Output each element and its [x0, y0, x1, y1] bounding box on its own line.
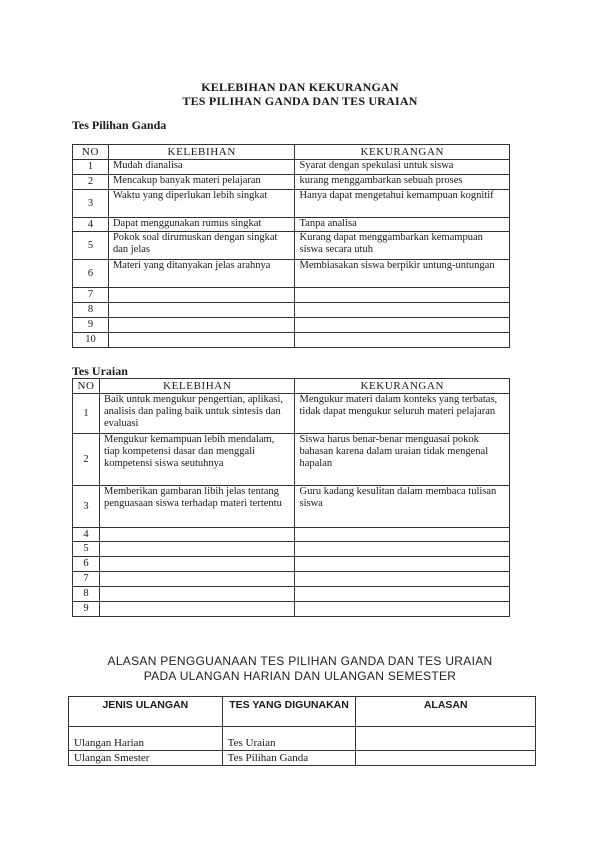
cell-kekurangan	[295, 602, 510, 617]
cell-kekurangan	[295, 333, 510, 348]
table-row	[73, 572, 510, 587]
table-row	[73, 260, 510, 288]
cell-kekurangan: Siswa harus benar-benar menguasai pokok bahasan karena dalam uraian tidak mengenal hapalan	[295, 434, 510, 486]
cell-kelebihan	[108, 318, 295, 333]
table-row	[73, 333, 510, 348]
table-row	[73, 303, 510, 318]
table-row	[69, 727, 536, 751]
cell-no: 6	[73, 260, 109, 288]
header-no: NO	[73, 379, 100, 394]
document-title	[0, 80, 600, 108]
cell-kelebihan	[99, 572, 295, 587]
cell-kekurangan: Kurang dapat menggambarkan kemampuan siswa secara utuh	[295, 232, 510, 260]
cell-no: 1	[73, 394, 100, 434]
header-kelebihan: KELEBIHAN	[108, 145, 295, 160]
header-no: NO	[73, 145, 109, 160]
cell-no: 7	[73, 288, 109, 303]
cell-kelebihan: Dapat menggunakan rumus singkat	[108, 218, 295, 232]
table-header-row	[69, 697, 536, 727]
cell-kekurangan	[295, 528, 510, 542]
cell-kelebihan: Memberikan gambaran libih jelas tentang penguasaan siswa terhadap materi tertentu	[99, 486, 295, 528]
header-kelebihan: KELEBIHAN	[99, 379, 295, 394]
table-row	[73, 602, 510, 617]
header-tes-yang-digunakan: TES YANG DIGUNAKAN	[222, 697, 356, 727]
uraian-table	[72, 378, 510, 617]
cell-kelebihan: Pokok soal dirumuskan dengan singkat dan jelas	[108, 232, 295, 260]
table-row	[73, 542, 510, 557]
cell-jenis: Ulangan Smester	[69, 751, 223, 766]
cell-kekurangan: kurang menggambarkan sebuah proses	[295, 175, 510, 190]
table-row	[73, 486, 510, 528]
pilihan-ganda-table	[72, 144, 510, 348]
cell-kekurangan: Tanpa analisa	[295, 218, 510, 232]
table-header-row	[73, 145, 510, 160]
title-line-1: KELEBIHAN DAN KEKURANGAN	[201, 80, 399, 94]
header-kekurangan: KEKURANGAN	[295, 379, 510, 394]
cell-no: 2	[73, 175, 109, 190]
cell-kelebihan	[99, 542, 295, 557]
table-row	[73, 394, 510, 434]
alasan-title-line-1: ALASAN PENGGUANAAN TES PILIHAN GANDA DAN TES URAIAN	[107, 654, 493, 668]
cell-kekurangan: Hanya dapat mengetahui kemampuan kognitif	[295, 190, 510, 218]
header-alasan: ALASAN	[356, 697, 536, 727]
cell-no: 2	[73, 434, 100, 486]
cell-no: 3	[73, 486, 100, 528]
cell-alasan	[356, 751, 536, 766]
cell-kekurangan	[295, 318, 510, 333]
cell-kekurangan: Membiasakan siswa berpikir untung-untungan	[295, 260, 510, 288]
cell-tes: Tes Uraian	[222, 727, 356, 751]
cell-kekurangan	[295, 288, 510, 303]
table-row	[73, 318, 510, 333]
cell-kelebihan	[99, 602, 295, 617]
cell-kekurangan: Mengukur materi dalam konteks yang terbatas, tidak dapat mengukur seluruh materi pelajaran	[295, 394, 510, 434]
cell-kelebihan: Mencakup banyak materi pelajaran	[108, 175, 295, 190]
table-row	[73, 160, 510, 175]
uraian-heading: Tes Uraian	[72, 364, 128, 378]
cell-no: 8	[73, 303, 109, 318]
cell-kelebihan: Waktu yang diperlukan lebih singkat	[108, 190, 295, 218]
cell-no: 5	[73, 542, 100, 557]
table-row	[73, 587, 510, 602]
cell-kekurangan	[295, 587, 510, 602]
table-row	[73, 528, 510, 542]
cell-no: 4	[73, 528, 100, 542]
cell-jenis: Ulangan Harian	[69, 727, 223, 751]
cell-no: 4	[73, 218, 109, 232]
cell-kelebihan: Mudah dianalisa	[108, 160, 295, 175]
table-row	[73, 190, 510, 218]
cell-kelebihan: Materi yang ditanyakan jelas arahnya	[108, 260, 295, 288]
cell-kelebihan	[108, 333, 295, 348]
cell-no: 3	[73, 190, 109, 218]
table-row	[73, 232, 510, 260]
pilihan-ganda-heading: Tes Pilihan Ganda	[72, 118, 167, 132]
cell-kekurangan: Syarat dengan spekulasi untuk siswa	[295, 160, 510, 175]
alasan-title	[0, 654, 600, 684]
table-row	[73, 557, 510, 572]
cell-kekurangan	[295, 572, 510, 587]
cell-kelebihan	[108, 288, 295, 303]
header-kekurangan: KEKURANGAN	[295, 145, 510, 160]
pilihan-ganda-body	[73, 160, 510, 348]
header-jenis-ulangan: JENIS ULANGAN	[69, 697, 223, 727]
cell-alasan	[356, 727, 536, 751]
cell-no: 8	[73, 587, 100, 602]
cell-kekurangan: Guru kadang kesulitan dalam membaca tulisan siswa	[295, 486, 510, 528]
cell-kelebihan	[99, 557, 295, 572]
cell-kelebihan: Baik untuk mengukur pengertian, aplikasi, analisis dan paling baik untuk sintesis dan evaluasi	[99, 394, 295, 434]
alasan-title-line-2: PADA ULANGAN HARIAN DAN ULANGAN SEMESTER	[143, 669, 457, 683]
cell-kekurangan	[295, 303, 510, 318]
cell-no: 7	[73, 572, 100, 587]
uraian-body	[73, 394, 510, 617]
cell-no: 6	[73, 557, 100, 572]
cell-no: 1	[73, 160, 109, 175]
table-row	[73, 175, 510, 190]
cell-kekurangan	[295, 542, 510, 557]
table-row	[69, 751, 536, 766]
cell-kelebihan	[108, 303, 295, 318]
title-line-2: TES PILIHAN GANDA DAN TES URAIAN	[182, 94, 418, 108]
cell-no: 10	[73, 333, 109, 348]
cell-no: 9	[73, 318, 109, 333]
cell-tes: Tes Pilihan Ganda	[222, 751, 356, 766]
cell-kelebihan: Mengukur kemampuan lebih mendalam, tiap kompetensi dasar dan menggali kompetensi siswa seutuhnya	[99, 434, 295, 486]
cell-no: 9	[73, 602, 100, 617]
cell-kelebihan	[99, 528, 295, 542]
cell-kelebihan	[99, 587, 295, 602]
table-header-row	[73, 379, 510, 394]
table-row	[73, 288, 510, 303]
alasan-table	[68, 696, 536, 766]
cell-kekurangan	[295, 557, 510, 572]
table-row	[73, 218, 510, 232]
table-row	[73, 434, 510, 486]
cell-no: 5	[73, 232, 109, 260]
